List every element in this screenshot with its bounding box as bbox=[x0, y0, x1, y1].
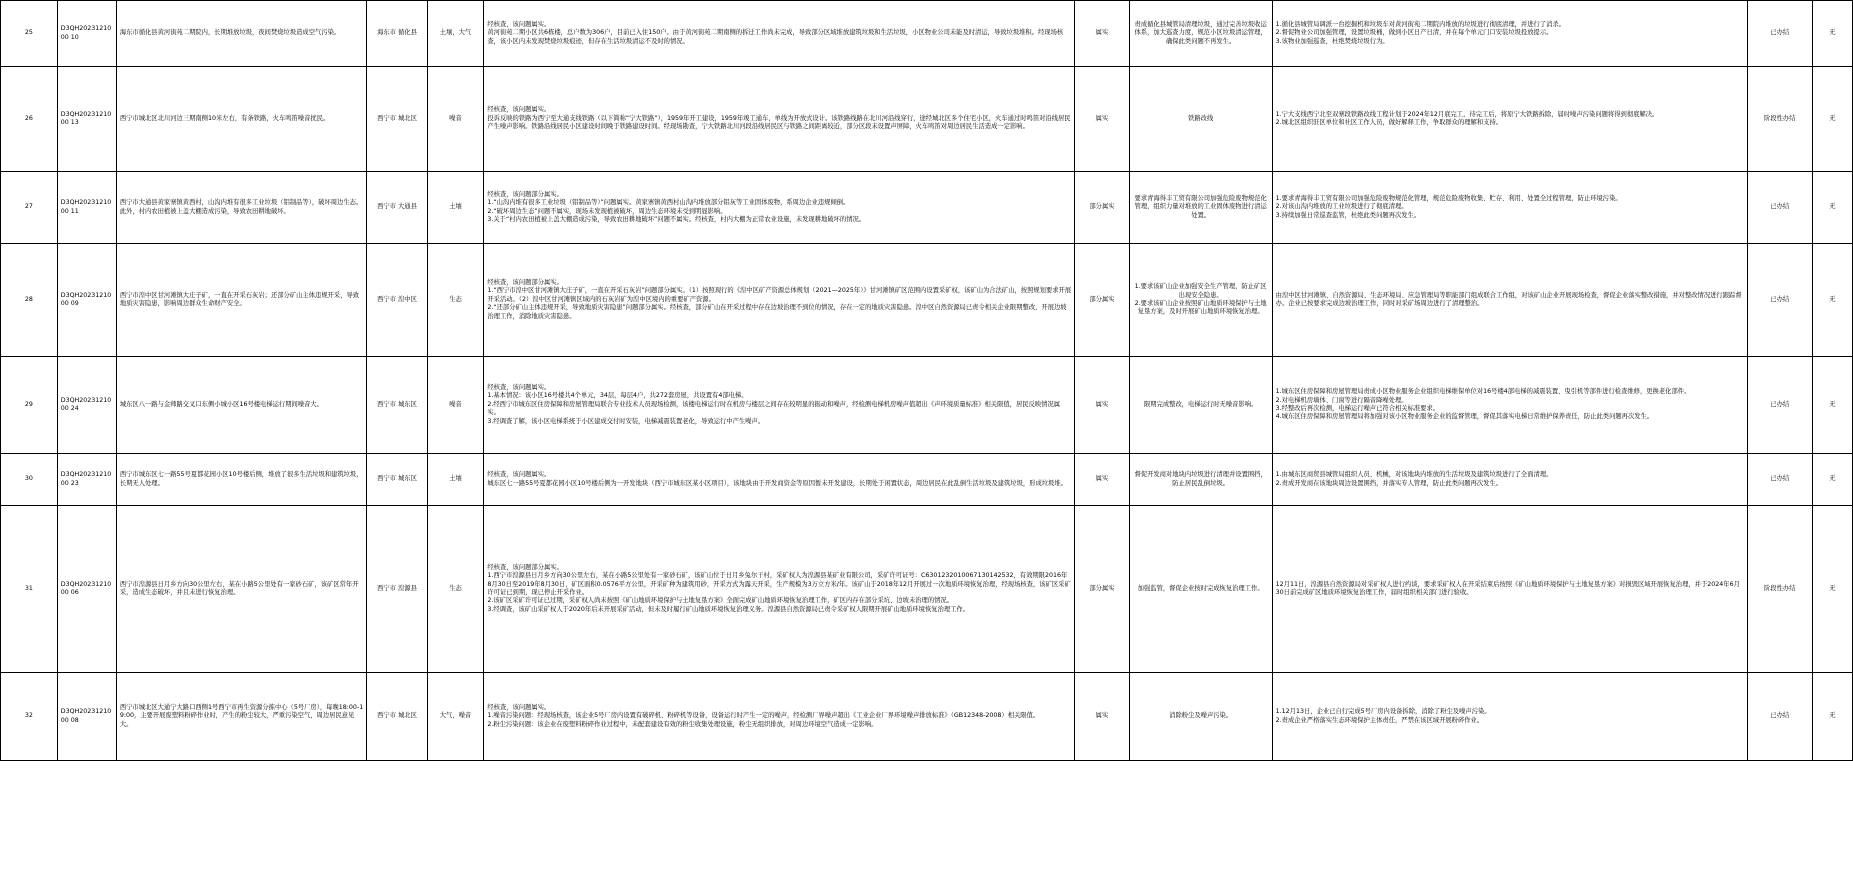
rectification-result bbox=[1272, 454, 1747, 506]
completion-status-text: 已办结 bbox=[1770, 475, 1790, 483]
case-code bbox=[57, 673, 116, 761]
finding-status bbox=[1075, 357, 1129, 454]
case-code bbox=[57, 172, 116, 244]
table-row bbox=[1, 357, 1853, 454]
row-number bbox=[1, 1, 58, 67]
finding-status bbox=[1075, 673, 1129, 761]
rectification-goal-text: 督促开发商对地块内垃圾进行清理并设置围挡，防止居民乱倒垃圾。 bbox=[1134, 471, 1267, 487]
rectification-goal-text: 限期完成整改，电梯运行时无噪音影响。 bbox=[1143, 400, 1258, 408]
rectification-result-text: 1.由城东区商贸县城管局组织人员、机械，对该地块内堆放的生活垃圾及建筑垃圾进行了全面清理。 2.责成开发商在该地块周边设置围挡，并落实专人管理，防止此类问题再次发生。 bbox=[1275, 471, 1553, 487]
verification-details bbox=[484, 673, 1075, 761]
row-number-text: 28 bbox=[24, 295, 33, 303]
pollution-type-text: 土壤 bbox=[449, 475, 462, 483]
table-row bbox=[1, 244, 1853, 357]
rectification-result bbox=[1272, 673, 1747, 761]
row-number-text: 32 bbox=[24, 712, 33, 720]
verification-details-text: 经核查，该问题属实。 城东区七一路55号夏都花园小区10号楼后侧为一开发地块（西宁市城东区某小区项目），该地块由于开发商资金等原因暂未开发建设，长期处于闲置状态，周边居民在此乱倒生活垃圾及建筑垃圾，形成垃圾堆。 bbox=[487, 471, 1067, 487]
rectification-goal bbox=[1129, 673, 1272, 761]
accountability-text: 无 bbox=[1829, 712, 1836, 720]
complaint-text bbox=[116, 506, 367, 673]
row-number-text: 31 bbox=[24, 584, 33, 592]
rectification-goal-text: 1.要求该矿山企业加强安全生产管理，防止矿区出现安全隐患。 2.要求该矿山企业按照矿山地质环境保护与土地复垦方案，及时开展矿山地质环境恢复治理。 bbox=[1134, 283, 1267, 316]
row-number-text: 26 bbox=[24, 114, 33, 122]
accountability bbox=[1812, 244, 1852, 357]
accountability-text: 无 bbox=[1829, 114, 1836, 122]
rectification-goal-text: 要求青海得丰工贸有限公司加强危险废物规范化管理，组织力量对堆放的工业固体废物进行清运处置。 bbox=[1134, 194, 1267, 219]
table-row bbox=[1, 1, 1853, 67]
verification-details-text: 经核查，该问题部分属实。 1.“西宁市湟中区甘河滩镇大庄子矿，一直在开采石灰岩”问题部分属实。（1）按照现行的《湟中区矿产资源总体规划（2021—2025年）》甘河滩镇矿区范围内设置采矿权，该矿山为合法矿山，按照规划要求开展开采活动。（2）湟中区甘河滩镇区域内的石灰岩矿为湟中区境内的重要矿产资源。 2.“还部分矿山主体违规开采，导致地质灾害隐患”问题部分属实。经核查，部分矿山在开采过程中存在边坡治理不到位的情况，存在一定的地质灾害隐患。湟中区自然资源局已责令相关企业限期整改，开展边坡治理工作，消除地质灾害隐患。 bbox=[487, 278, 1072, 320]
rectification-result bbox=[1272, 244, 1747, 357]
rectification-result-text: 12月11日，湟源县自然资源局对采矿权人进行约谈，要求采矿权人在开采结束后按照《矿山地质环境保护与土地复垦方案》对损毁区域开展恢复治理，并于2024年6月30日前完成矿区地质环境恢复治理工作，届时组织相关部门进行验收。 bbox=[1275, 580, 1740, 596]
accountability bbox=[1812, 172, 1852, 244]
finding-status-text: 属实 bbox=[1095, 475, 1109, 483]
rectification-goal bbox=[1129, 172, 1272, 244]
rectification-result-text: 1.循化县城管局调派一台挖掘机和垃圾车对黄河街苑二期院内堆放的垃圾进行彻底清理，并进行了消杀。 2.督促物业公司加强管理，设置垃圾桶，做到小区日产日清，并在每个单元门口安装垃圾投放提示。 3.该物业加强巡查，杜绝焚烧垃圾行为。 bbox=[1275, 20, 1566, 45]
table-row bbox=[1, 67, 1853, 172]
pollution-type-text: 生态 bbox=[449, 295, 462, 303]
rectification-result-text: 1.城东区住房保障和房屋管理局责成小区物业服务企业组织电梯维保单位对16号楼4部电梯的减震装置、曳引机等部件进行检查维修，更换老化部件。 2.对电梯机房墙体、门窗等进行隔音降噪处理。 3.经整改后再次检测，电梯运行噪声已符合相关标准要求。 4.城东区住房保障和房屋管理局将加强对该小区物业服务企业的监督管理，督促其落实电梯日常维护保养责任，防止此类问题再次发生。 bbox=[1275, 388, 1691, 421]
administrative-area-text: 西宁市 湟源县 bbox=[377, 584, 417, 592]
finding-status bbox=[1075, 1, 1129, 67]
rectification-result bbox=[1272, 1, 1747, 67]
verification-details-text: 经核查，该问题属实。 黄河街苑二期小区共6栋楼，总户数为306户，目前已入住150户。由于黄河街苑二期南侧的拆迁工作尚未完成，导致部分区域堆放建筑垃圾和生活垃圾，小区物业公司未能及时清运，导致垃圾堆积。经现场核查，该小区内未发现焚烧垃圾痕迹，但存在生活垃圾清运不及时的情况。 bbox=[487, 20, 1064, 45]
finding-status-text: 部分属实 bbox=[1089, 295, 1115, 303]
rectification-result bbox=[1272, 357, 1747, 454]
completion-status-text: 已办结 bbox=[1770, 29, 1790, 37]
completion-status-text: 已办结 bbox=[1770, 203, 1790, 211]
case-code-text: D3QH2023121000 24 bbox=[60, 396, 112, 412]
administrative-area-text: 海东市 循化县 bbox=[377, 29, 417, 37]
completion-status bbox=[1747, 67, 1812, 172]
row-number bbox=[1, 673, 58, 761]
finding-status bbox=[1075, 172, 1129, 244]
finding-status-text: 属实 bbox=[1095, 29, 1109, 37]
finding-status bbox=[1075, 454, 1129, 506]
rectification-goal bbox=[1129, 244, 1272, 357]
rectification-result-text: 1.12月13日，企业已自行完成5号厂房内设备拆除，消除了粉尘及噪声污染。 2.责成企业严格落实生态环境保护主体责任，严禁在该区域开展粉碎作业。 bbox=[1275, 708, 1491, 724]
verification-details-text: 经核查，该问题部分属实。 1.“山沟内堆有很多工业垃圾（铝制品等）”问题属实。黄家寨镇黄西村山沟内堆放部分铝灰等工业固体废物，系周边企业违规倾倒。 2.“破坏周边生态”问题不属实，现场未发现植被破坏，周边生态环境未受到明显影响。 3.关于“村内农田植被上盖大棚造成污染，导致农田耕地破坏”问题不属实。经核查，村内大棚为正常农业设施，未发现耕地破坏的情况。 bbox=[487, 190, 866, 223]
row-number bbox=[1, 357, 58, 454]
rectification-goal-text: 责成循化县城管局清理垃圾，通过完善垃圾收运体系，加大巡查力度，规范小区垃圾清运管理，确保此类问题不再发生。 bbox=[1134, 20, 1267, 45]
complaint-text bbox=[116, 244, 367, 357]
verification-details bbox=[484, 506, 1075, 673]
table-row bbox=[1, 506, 1853, 673]
finding-status-text: 部分属实 bbox=[1089, 584, 1115, 592]
pollution-type bbox=[427, 172, 484, 244]
pollution-type bbox=[427, 673, 484, 761]
row-number-text: 25 bbox=[24, 29, 33, 37]
complaint-text bbox=[116, 1, 367, 67]
complaint-text-text: 西宁市大通县黄家寨镇黄西村，山沟内堆有很多工业垃圾（铝制品等），破坏周边生态。此外，村内农田植被上盖大棚造成污染，导致农田耕地破坏。 bbox=[119, 199, 363, 215]
pollution-type bbox=[427, 67, 484, 172]
case-code-text: D3QH2023121000 10 bbox=[60, 25, 112, 41]
row-number-text: 30 bbox=[24, 475, 33, 483]
rectification-result bbox=[1272, 67, 1747, 172]
administrative-area-text: 西宁市 大通县 bbox=[377, 203, 417, 211]
complaint-text-text: 西宁市湟源县日月乡方向30公里左右，某在小路5公里处有一家砂石矿，该矿区常年开采，造成生态破坏，并且未进行恢复治理。 bbox=[119, 580, 359, 596]
row-number bbox=[1, 454, 58, 506]
table-row bbox=[1, 172, 1853, 244]
rectification-goal bbox=[1129, 67, 1272, 172]
row-number bbox=[1, 506, 58, 673]
administrative-area bbox=[367, 454, 427, 506]
verification-details bbox=[484, 172, 1075, 244]
completion-status bbox=[1747, 357, 1812, 454]
accountability-text: 无 bbox=[1829, 584, 1836, 592]
administrative-area-text: 西宁市 城北区 bbox=[377, 712, 417, 720]
case-code bbox=[57, 506, 116, 673]
pollution-type-text: 大气，噪音 bbox=[439, 712, 472, 720]
verification-details bbox=[484, 244, 1075, 357]
administrative-area bbox=[367, 506, 427, 673]
complaint-text bbox=[116, 172, 367, 244]
row-number bbox=[1, 67, 58, 172]
rectification-result-text: 1.宁大支线西宁北至双寨段铁路改线工程计划于2024年12月底完工，待完工后，将原宁大铁路拆除，届时噪声污染问题将得到彻底解决。 2.城北区组织驻区单位和社区工作人员，做好解释工作，争取群众的理解和支持。 bbox=[1275, 110, 1659, 126]
verification-details-text: 经核查，该问题属实。 投诉反映的铁路为西宁至大通支线铁路（以下简称“宁大铁路”），1959年开工建设，1959年竣工通车，单线为开放式设计。该铁路线路在北川河沿线穿行，途经城北区多个住宅小区，火车通过时鸣笛对沿线居民产生噪声影响。铁路沿线居民小区建设时间晚于铁路建设时间。经现场勘查，宁大铁路北川河段沿线居民区与铁路之间距离较近，部分区段未设置声屏障，火车鸣笛对周边居民生活造成一定影响。 bbox=[487, 106, 1071, 131]
case-code-text: D3QH2023121000 11 bbox=[60, 199, 112, 215]
completion-status-text: 阶段性办结 bbox=[1764, 584, 1796, 592]
table-row bbox=[1, 454, 1853, 506]
pollution-type bbox=[427, 244, 484, 357]
verification-details bbox=[484, 357, 1075, 454]
complaint-text-text: 西宁市城东区七一路55号夏都花园小区10号楼后侧，堆放了很多生活垃圾和建筑垃圾，长期无人处理。 bbox=[119, 471, 363, 487]
rectification-goal bbox=[1129, 357, 1272, 454]
rectification-result bbox=[1272, 172, 1747, 244]
verification-details-text: 经核查，该问题部分属实。 1.西宁市湟源县日月乡方向30公里左右，某在小路5公里处有一家砂石矿，该矿山位于日月乡兔尔干村，采矿权人为湟源县某矿业有限公司，采矿许可证号：C6301232010067130142532，有效期限2016年8月30日至2019年8月30日，矿区面积0.0576平方公里，开采矿种为建筑用砂，开采方式为露天开采，生产规模为3万立方米/年。该矿山于2018年12月开展过一次地质环境恢复治理，经现场核查，该矿区采矿许可证已到期，现已停止开采作业。 2.该矿区采矿许可证已过期，采矿权人尚未按照《矿山地质环境保护与土地复垦方案》全面完成矿山地质环境恢复治理工作，矿区内存在部分采坑、边坡未治理的情况。 3.经调查，该矿山采矿权人于2020年后未开展采矿活动，但未及时履行矿山地质环境恢复治理义务。湟源县自然资源局已责令采矿权人限期开展矿山地质环境恢复治理工作。 bbox=[487, 563, 1071, 613]
rectification-result bbox=[1272, 506, 1747, 673]
completion-status-text: 已办结 bbox=[1770, 400, 1790, 408]
case-code bbox=[57, 357, 116, 454]
pollution-type-text: 土壤，大气 bbox=[439, 29, 472, 37]
verification-details bbox=[484, 454, 1075, 506]
pollution-type bbox=[427, 454, 484, 506]
administrative-area bbox=[367, 172, 427, 244]
case-code-text: D3QH2023121000 23 bbox=[60, 471, 112, 487]
finding-status-text: 属实 bbox=[1095, 712, 1109, 720]
case-code bbox=[57, 1, 116, 67]
administrative-area-text: 西宁市 湟中区 bbox=[377, 295, 417, 303]
verification-details bbox=[484, 67, 1075, 172]
case-code-text: D3QH2023121000 13 bbox=[60, 110, 112, 126]
pollution-type bbox=[427, 357, 484, 454]
complaint-text-text: 海东市循化县黄河街苑二期院内，长期堆放垃圾，夜间焚烧垃圾造成空气污染。 bbox=[119, 29, 341, 37]
accountability bbox=[1812, 357, 1852, 454]
completion-status bbox=[1747, 673, 1812, 761]
complaint-text-text: 西宁市湟中区甘河滩镇大庄子矿，一直在开采石灰岩；还部分矿山主体违规开采，导致地质灾害隐患，影响周边群众生命财产安全。 bbox=[119, 291, 360, 307]
completion-status-text: 已办结 bbox=[1770, 295, 1790, 303]
case-code-text: D3QH2023121000 08 bbox=[60, 708, 112, 724]
finding-status-text: 属实 bbox=[1095, 400, 1109, 408]
accountability-text: 无 bbox=[1829, 475, 1836, 483]
complaint-text bbox=[116, 454, 367, 506]
accountability bbox=[1812, 1, 1852, 67]
accountability bbox=[1812, 506, 1852, 673]
administrative-area bbox=[367, 673, 427, 761]
rectification-result-text: 由湟中区甘河滩镇、自然资源局、生态环境局、应急管理局等职能部门组成联合工作组，对该矿山企业开展现场检查，督促企业落实整改措施，并对整改情况进行跟踪督办。企业已按要求完成边坡治理工作，同时对采矿场周边进行了清理整治。 bbox=[1275, 291, 1742, 307]
completion-status-text: 阶段性办结 bbox=[1764, 114, 1796, 122]
pollution-type-text: 土壤 bbox=[449, 203, 462, 211]
table-body bbox=[1, 1, 1853, 761]
rectification-goal-text: 加强监管，督促企业按时完成恢复治理工作。 bbox=[1137, 584, 1264, 592]
finding-status bbox=[1075, 506, 1129, 673]
rectification-goal bbox=[1129, 1, 1272, 67]
accountability-text: 无 bbox=[1829, 400, 1836, 408]
administrative-area bbox=[367, 67, 427, 172]
complaint-text-text: 西宁市城北区大通宁大路口西侧1号西宁市再生资源分拣中心（5号厂房），每晚18:00-19:00，主要开展废塑料粉碎作业时，产生的粉尘较大，严重污染空气，周边居民意见大。 bbox=[119, 703, 364, 728]
administrative-area-text: 西宁市 城东区 bbox=[377, 475, 417, 483]
rectification-result-text: 1.要求青海得丰工贸有限公司加强危险废物规范化管理，规范危险废物收集、贮存、利用、处置全过程管理，防止环境污染。 2.对该山沟内堆放的工业垃圾进行了彻底清理。 3.持续加强日常巡查监管，杜绝此类问题再次发生。 bbox=[1275, 194, 1622, 219]
accountability bbox=[1812, 673, 1852, 761]
administrative-area-text: 西宁市 城东区 bbox=[377, 400, 417, 408]
rectification-goal-text: 消除粉尘及噪声污染。 bbox=[1169, 712, 1233, 720]
row-number-text: 29 bbox=[24, 400, 33, 408]
complaint-text bbox=[116, 357, 367, 454]
complaint-text-text: 西宁市城北区北川河边三期南侧10米左右，有条铁路，火车鸣笛噪音扰民。 bbox=[119, 114, 330, 122]
table-row bbox=[1, 673, 1853, 761]
completion-status bbox=[1747, 172, 1812, 244]
case-code bbox=[57, 67, 116, 172]
row-number bbox=[1, 172, 58, 244]
case-code-text: D3QH2023121000 06 bbox=[60, 580, 112, 596]
completion-status bbox=[1747, 506, 1812, 673]
verification-details-text: 经核查，该问题属实。 1.基本情况：该小区16号楼共4个单元，34层，每层4户，共272套房屋，共设置有4部电梯。 2.经西宁市城东区住房保障和房屋管理局联合专业技术人员现场检测，该楼电梯运行时在机房与楼层之间存在较明显的振动和噪声，经检测电梯机房噪声值超出《声环境质量标准》相关限值，居民反映情况属实。 3.经调查了解，该小区电梯系统于小区建成交付时安装，电梯减震装置老化，导致运行中产生噪声。 bbox=[487, 383, 1061, 425]
completion-status bbox=[1747, 454, 1812, 506]
pollution-type-text: 生态 bbox=[449, 584, 462, 592]
finding-status bbox=[1075, 67, 1129, 172]
administrative-area-text: 西宁市 城北区 bbox=[377, 114, 417, 122]
finding-status bbox=[1075, 244, 1129, 357]
verification-details-text: 经核查，该问题属实。 1.噪音污染问题：经现场核查，该企业5号厂房内设置有破碎机、粉碎机等设备，设备运行时产生一定的噪声，经检测厂界噪声超出《工业企业厂界环境噪声排放标准》（GB12348-2008）相关限值。 2.粉尘污染问题：该企业在废塑料粉碎作业过程中，未配套建设有效的粉尘收集处理设施，粉尘无组织排放，对周边环境空气造成一定影响。 bbox=[487, 703, 1040, 728]
case-code bbox=[57, 454, 116, 506]
completion-status bbox=[1747, 244, 1812, 357]
complaint-text bbox=[116, 673, 367, 761]
case-code bbox=[57, 244, 116, 357]
rectification-goal-text: 铁路改线 bbox=[1188, 114, 1214, 122]
accountability-text: 无 bbox=[1829, 203, 1836, 211]
accountability-text: 无 bbox=[1829, 295, 1836, 303]
rectification-goal bbox=[1129, 454, 1272, 506]
administrative-area bbox=[367, 357, 427, 454]
accountability bbox=[1812, 67, 1852, 172]
accountability-text: 无 bbox=[1829, 29, 1836, 37]
pollution-type bbox=[427, 506, 484, 673]
finding-status-text: 部分属实 bbox=[1089, 203, 1115, 211]
complaint-text bbox=[116, 67, 367, 172]
pollution-type-text: 噪音 bbox=[449, 400, 462, 408]
administrative-area bbox=[367, 244, 427, 357]
administrative-area bbox=[367, 1, 427, 67]
pollution-type bbox=[427, 1, 484, 67]
row-number-text: 27 bbox=[24, 203, 33, 211]
case-code-text: D3QH2023121000 09 bbox=[60, 291, 112, 307]
finding-status-text: 属实 bbox=[1095, 114, 1109, 122]
row-number bbox=[1, 244, 58, 357]
completion-status bbox=[1747, 1, 1812, 67]
complaint-text-text: 城东区八一路与金师路交叉口东侧小城小区16号楼电梯运行期间噪音大。 bbox=[119, 400, 324, 408]
accountability bbox=[1812, 454, 1852, 506]
completion-status-text: 已办结 bbox=[1770, 712, 1790, 720]
rectification-goal bbox=[1129, 506, 1272, 673]
verification-details bbox=[484, 1, 1075, 67]
pollution-type-text: 噪音 bbox=[449, 114, 462, 122]
